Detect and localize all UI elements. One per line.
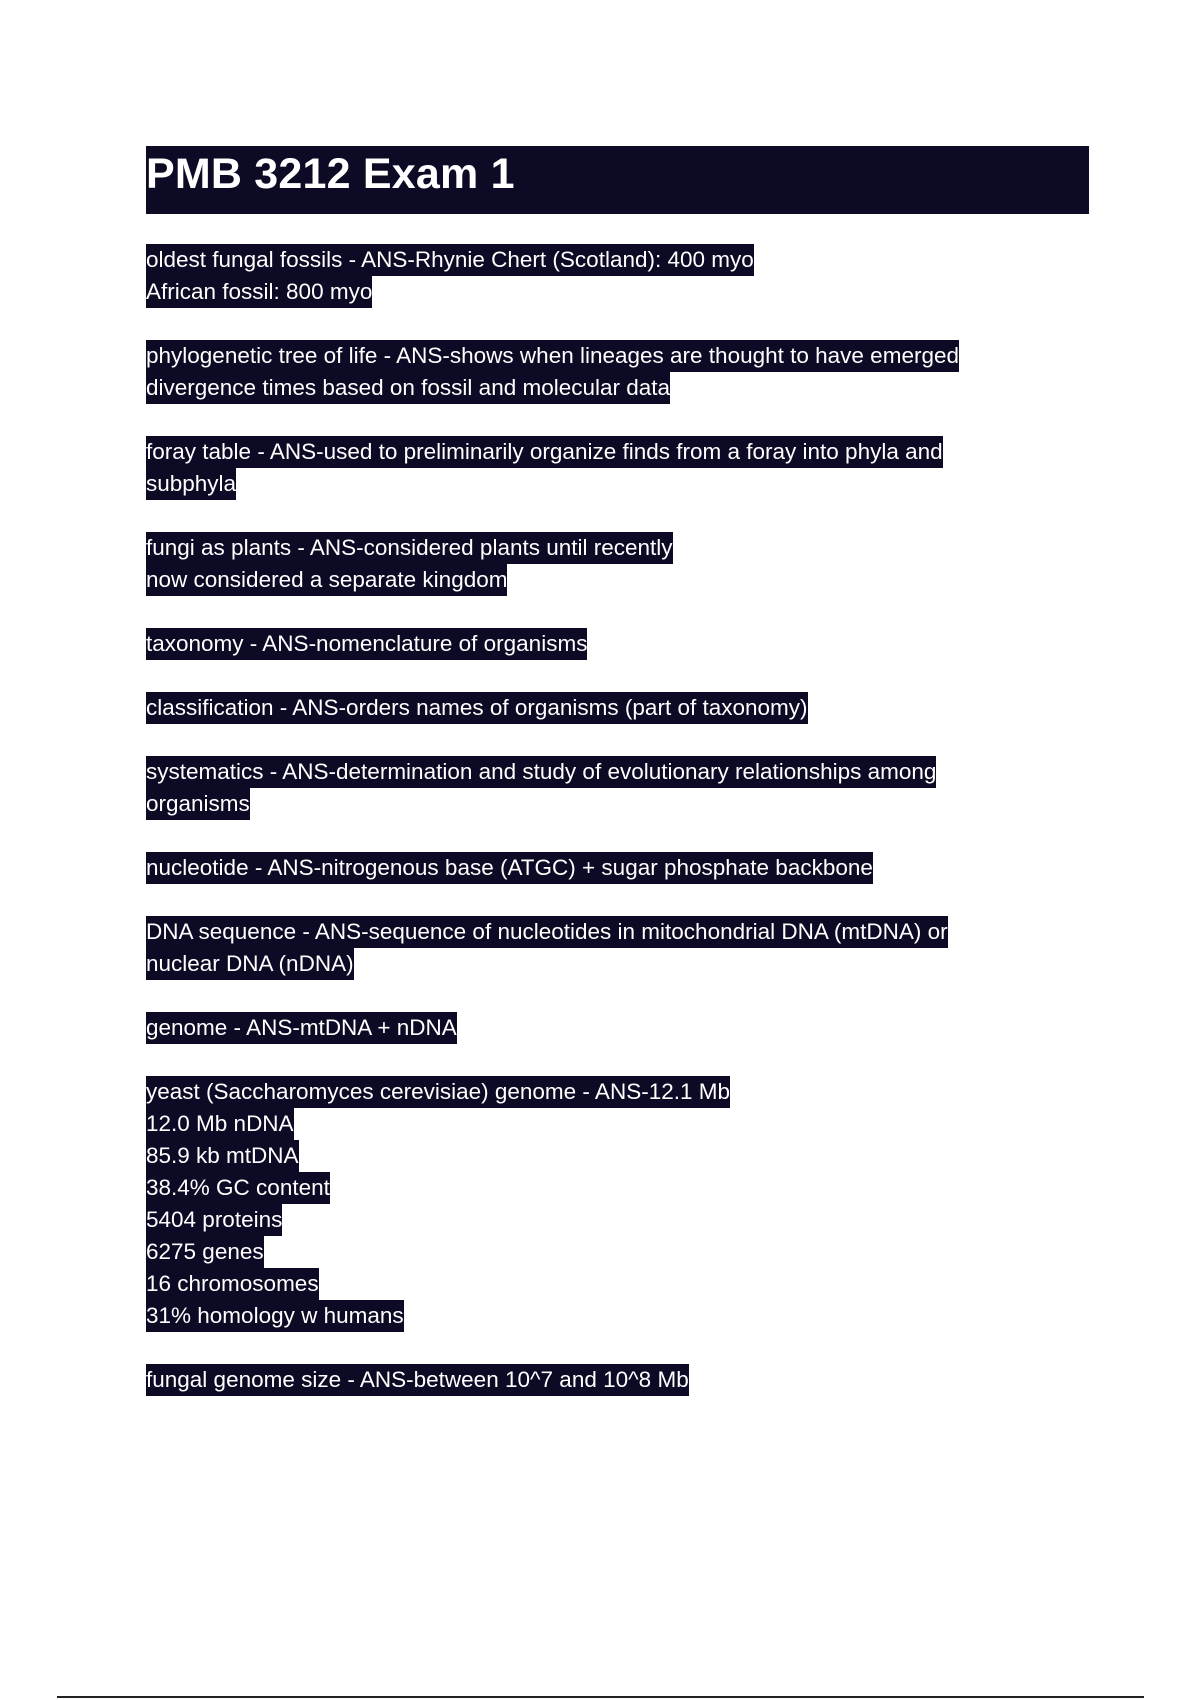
term-definition-text: systematics - ANS-determination and study of evolutionary relationships among — [146, 756, 936, 788]
entry-line — [146, 852, 1089, 884]
term-definition-text: genome - ANS-mtDNA + nDNA — [146, 1012, 457, 1044]
flashcard-entry — [146, 340, 1089, 404]
footer-divider — [57, 1696, 1144, 1698]
term-definition-text: foray table - ANS-used to preliminarily organize finds from a foray into phyla and — [146, 436, 943, 468]
entry-line — [146, 916, 1089, 948]
term-definition-text: DNA sequence - ANS-sequence of nucleotides in mitochondrial DNA (mtDNA) or — [146, 916, 948, 948]
term-definition-text: yeast (Saccharomyces cerevisiae) genome - ANS-12.1 Mb — [146, 1076, 730, 1108]
entry-line — [146, 1012, 1089, 1044]
definition-continuation-text: 16 chromosomes — [146, 1268, 319, 1300]
entry-line — [146, 276, 1089, 308]
title-banner — [146, 146, 1089, 214]
entry-line — [146, 532, 1089, 564]
flashcard-entry — [146, 1012, 1089, 1044]
entry-line — [146, 564, 1089, 596]
term-definition-text: oldest fungal fossils - ANS-Rhynie Chert (Scotland): 400 myo — [146, 244, 754, 276]
entry-line — [146, 244, 1089, 276]
entry-line — [146, 1364, 1089, 1396]
entry-line — [146, 340, 1089, 372]
entry-line — [146, 1140, 1089, 1172]
term-definition-text: fungi as plants - ANS-considered plants until recently — [146, 532, 673, 564]
entry-line — [146, 468, 1089, 500]
term-definition-text: classification - ANS-orders names of organisms (part of taxonomy) — [146, 692, 808, 724]
flashcard-entry — [146, 852, 1089, 884]
definition-continuation-text: 5404 proteins — [146, 1204, 282, 1236]
definition-continuation-text: 12.0 Mb nDNA — [146, 1108, 294, 1140]
definition-continuation-text: organisms — [146, 788, 250, 820]
entry-line — [146, 1236, 1089, 1268]
entry-line — [146, 436, 1089, 468]
document-title: PMB 3212 Exam 1 — [146, 150, 515, 198]
entry-line — [146, 756, 1089, 788]
flashcard-entry — [146, 692, 1089, 724]
entry-line — [146, 1300, 1089, 1332]
term-definition-text: taxonomy - ANS-nomenclature of organisms — [146, 628, 587, 660]
definition-continuation-text: nuclear DNA (nDNA) — [146, 948, 354, 980]
flashcard-entry — [146, 436, 1089, 500]
flashcard-entry — [146, 1076, 1089, 1332]
entry-line — [146, 1172, 1089, 1204]
flashcard-entry — [146, 532, 1089, 596]
flashcard-list — [146, 244, 1089, 1428]
entry-line — [146, 692, 1089, 724]
definition-continuation-text: 38.4% GC content — [146, 1172, 330, 1204]
definition-continuation-text: 6275 genes — [146, 1236, 264, 1268]
term-definition-text: nucleotide - ANS-nitrogenous base (ATGC) + sugar phosphate backbone — [146, 852, 873, 884]
term-definition-text: fungal genome size - ANS-between 10^7 and 10^8 Mb — [146, 1364, 689, 1396]
entry-line — [146, 1268, 1089, 1300]
flashcard-entry — [146, 628, 1089, 660]
flashcard-entry — [146, 916, 1089, 980]
entry-line — [146, 372, 1089, 404]
entry-line — [146, 1108, 1089, 1140]
entry-line — [146, 1204, 1089, 1236]
definition-continuation-text: subphyla — [146, 468, 236, 500]
definition-continuation-text: divergence times based on fossil and molecular data — [146, 372, 670, 404]
entry-line — [146, 1076, 1089, 1108]
definition-continuation-text: 31% homology w humans — [146, 1300, 404, 1332]
entry-line — [146, 628, 1089, 660]
definition-continuation-text: African fossil: 800 myo — [146, 276, 372, 308]
flashcard-entry — [146, 756, 1089, 820]
definition-continuation-text: now considered a separate kingdom — [146, 564, 507, 596]
term-definition-text: phylogenetic tree of life - ANS-shows when lineages are thought to have emerged — [146, 340, 959, 372]
entry-line — [146, 948, 1089, 980]
flashcard-entry — [146, 1364, 1089, 1396]
definition-continuation-text: 85.9 kb mtDNA — [146, 1140, 299, 1172]
entry-line — [146, 788, 1089, 820]
flashcard-entry — [146, 244, 1089, 308]
